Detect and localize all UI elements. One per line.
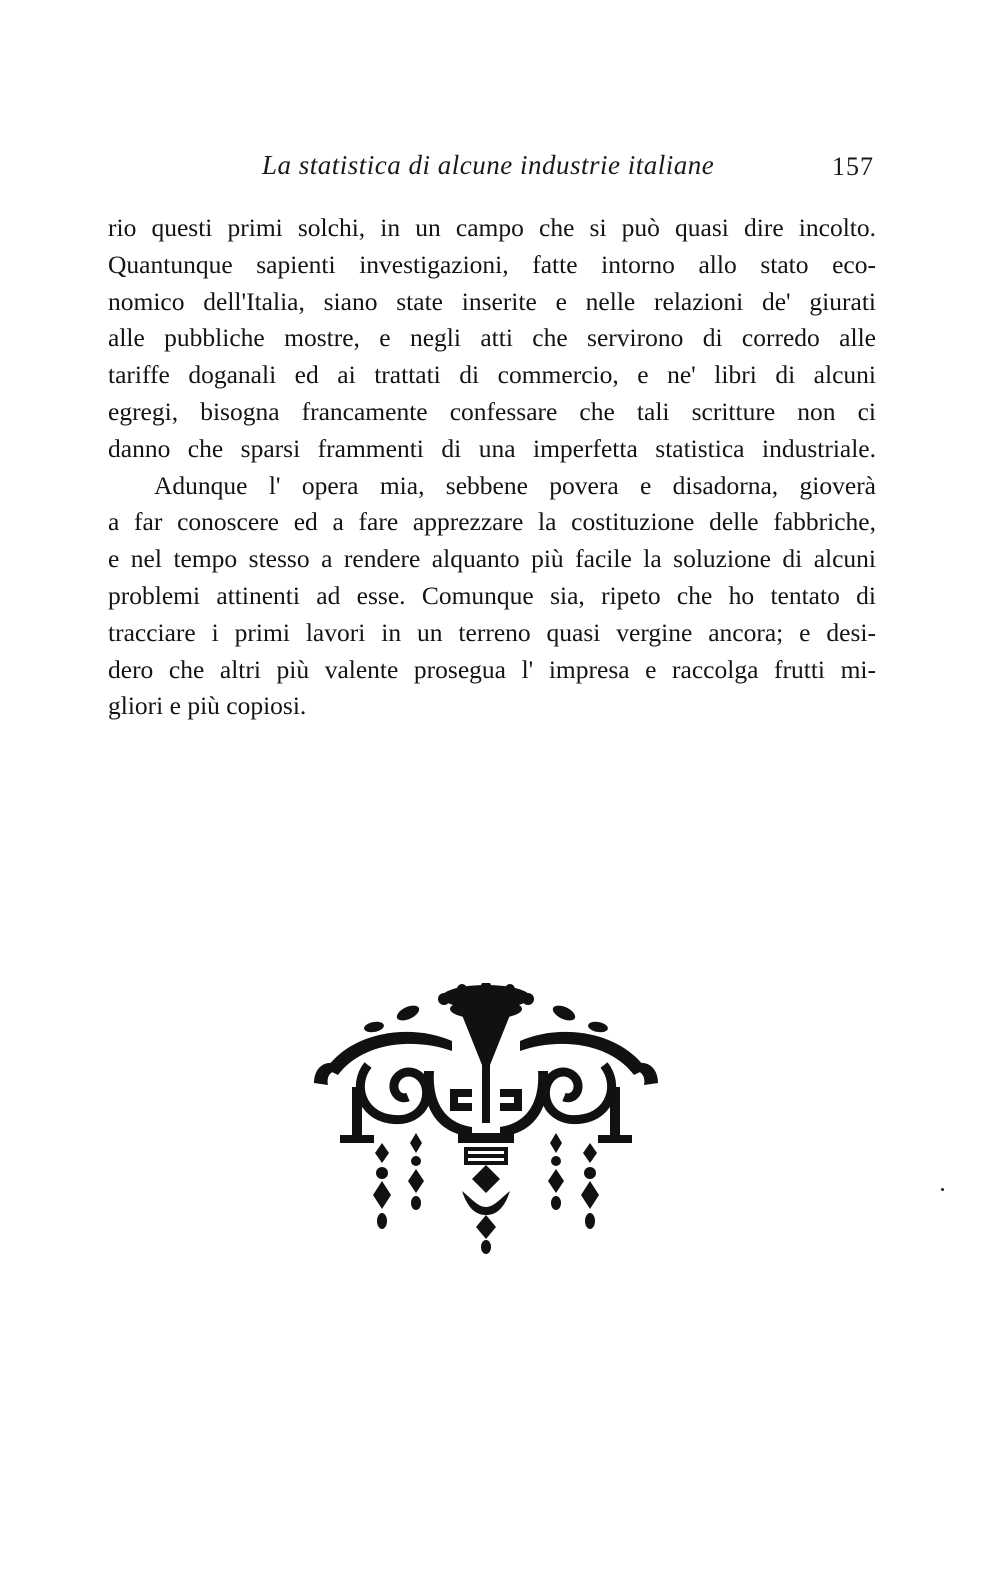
text-line: danno che sparsi frammenti di una imperfetta statistica industriale. bbox=[108, 433, 876, 463]
text-line: Quantunque sapienti investigazioni, fatte intorno allo stato eco- bbox=[108, 249, 876, 279]
running-head bbox=[262, 150, 874, 190]
text-line: nomico dell'Italia, siano state inserite e nelle relazioni de' giurati bbox=[108, 286, 876, 316]
text-line: gliori e più copiosi. bbox=[108, 691, 307, 721]
floral-tailpiece-ornament-icon bbox=[312, 983, 660, 1255]
text-line: Adunque l' opera mia, sebbene povera e disadorna, gioverà bbox=[154, 470, 876, 500]
text-line: problemi attinenti ad esse. Comunque sia, ripeto che ho tentato di bbox=[108, 580, 876, 610]
text-line: tracciare i primi lavori in un terreno quasi vergine ancora; e desi- bbox=[108, 617, 876, 647]
text-line: tariffe doganali ed ai trattati di commercio, e ne' libri di alcuni bbox=[108, 360, 876, 390]
text-line: alle pubbliche mostre, e negli atti che servirono di corredo alle bbox=[108, 323, 876, 353]
text-line: rio questi primi solchi, in un campo che si può quasi dire incolto. bbox=[108, 213, 876, 242]
stray-ink-dot bbox=[941, 1188, 944, 1191]
text-line: a far conoscere ed a fare apprezzare la costituzione delle fabbriche, bbox=[108, 507, 876, 537]
body-text bbox=[108, 210, 876, 725]
paragraph-2 bbox=[108, 468, 876, 726]
text-line: dero che altri più valente prosegua l' impresa e raccolga frutti mi- bbox=[108, 654, 876, 684]
running-title: La statistica di alcune industrie italiane bbox=[262, 150, 715, 180]
text-line: e nel tempo stesso a rendere alquanto più facile la soluzione di alcuni bbox=[108, 544, 876, 574]
text-line: egregi, bisogna francamente confessare che tali scritture non ci bbox=[108, 396, 876, 426]
paragraph-1 bbox=[108, 210, 876, 468]
page-number: 157 bbox=[832, 152, 874, 181]
